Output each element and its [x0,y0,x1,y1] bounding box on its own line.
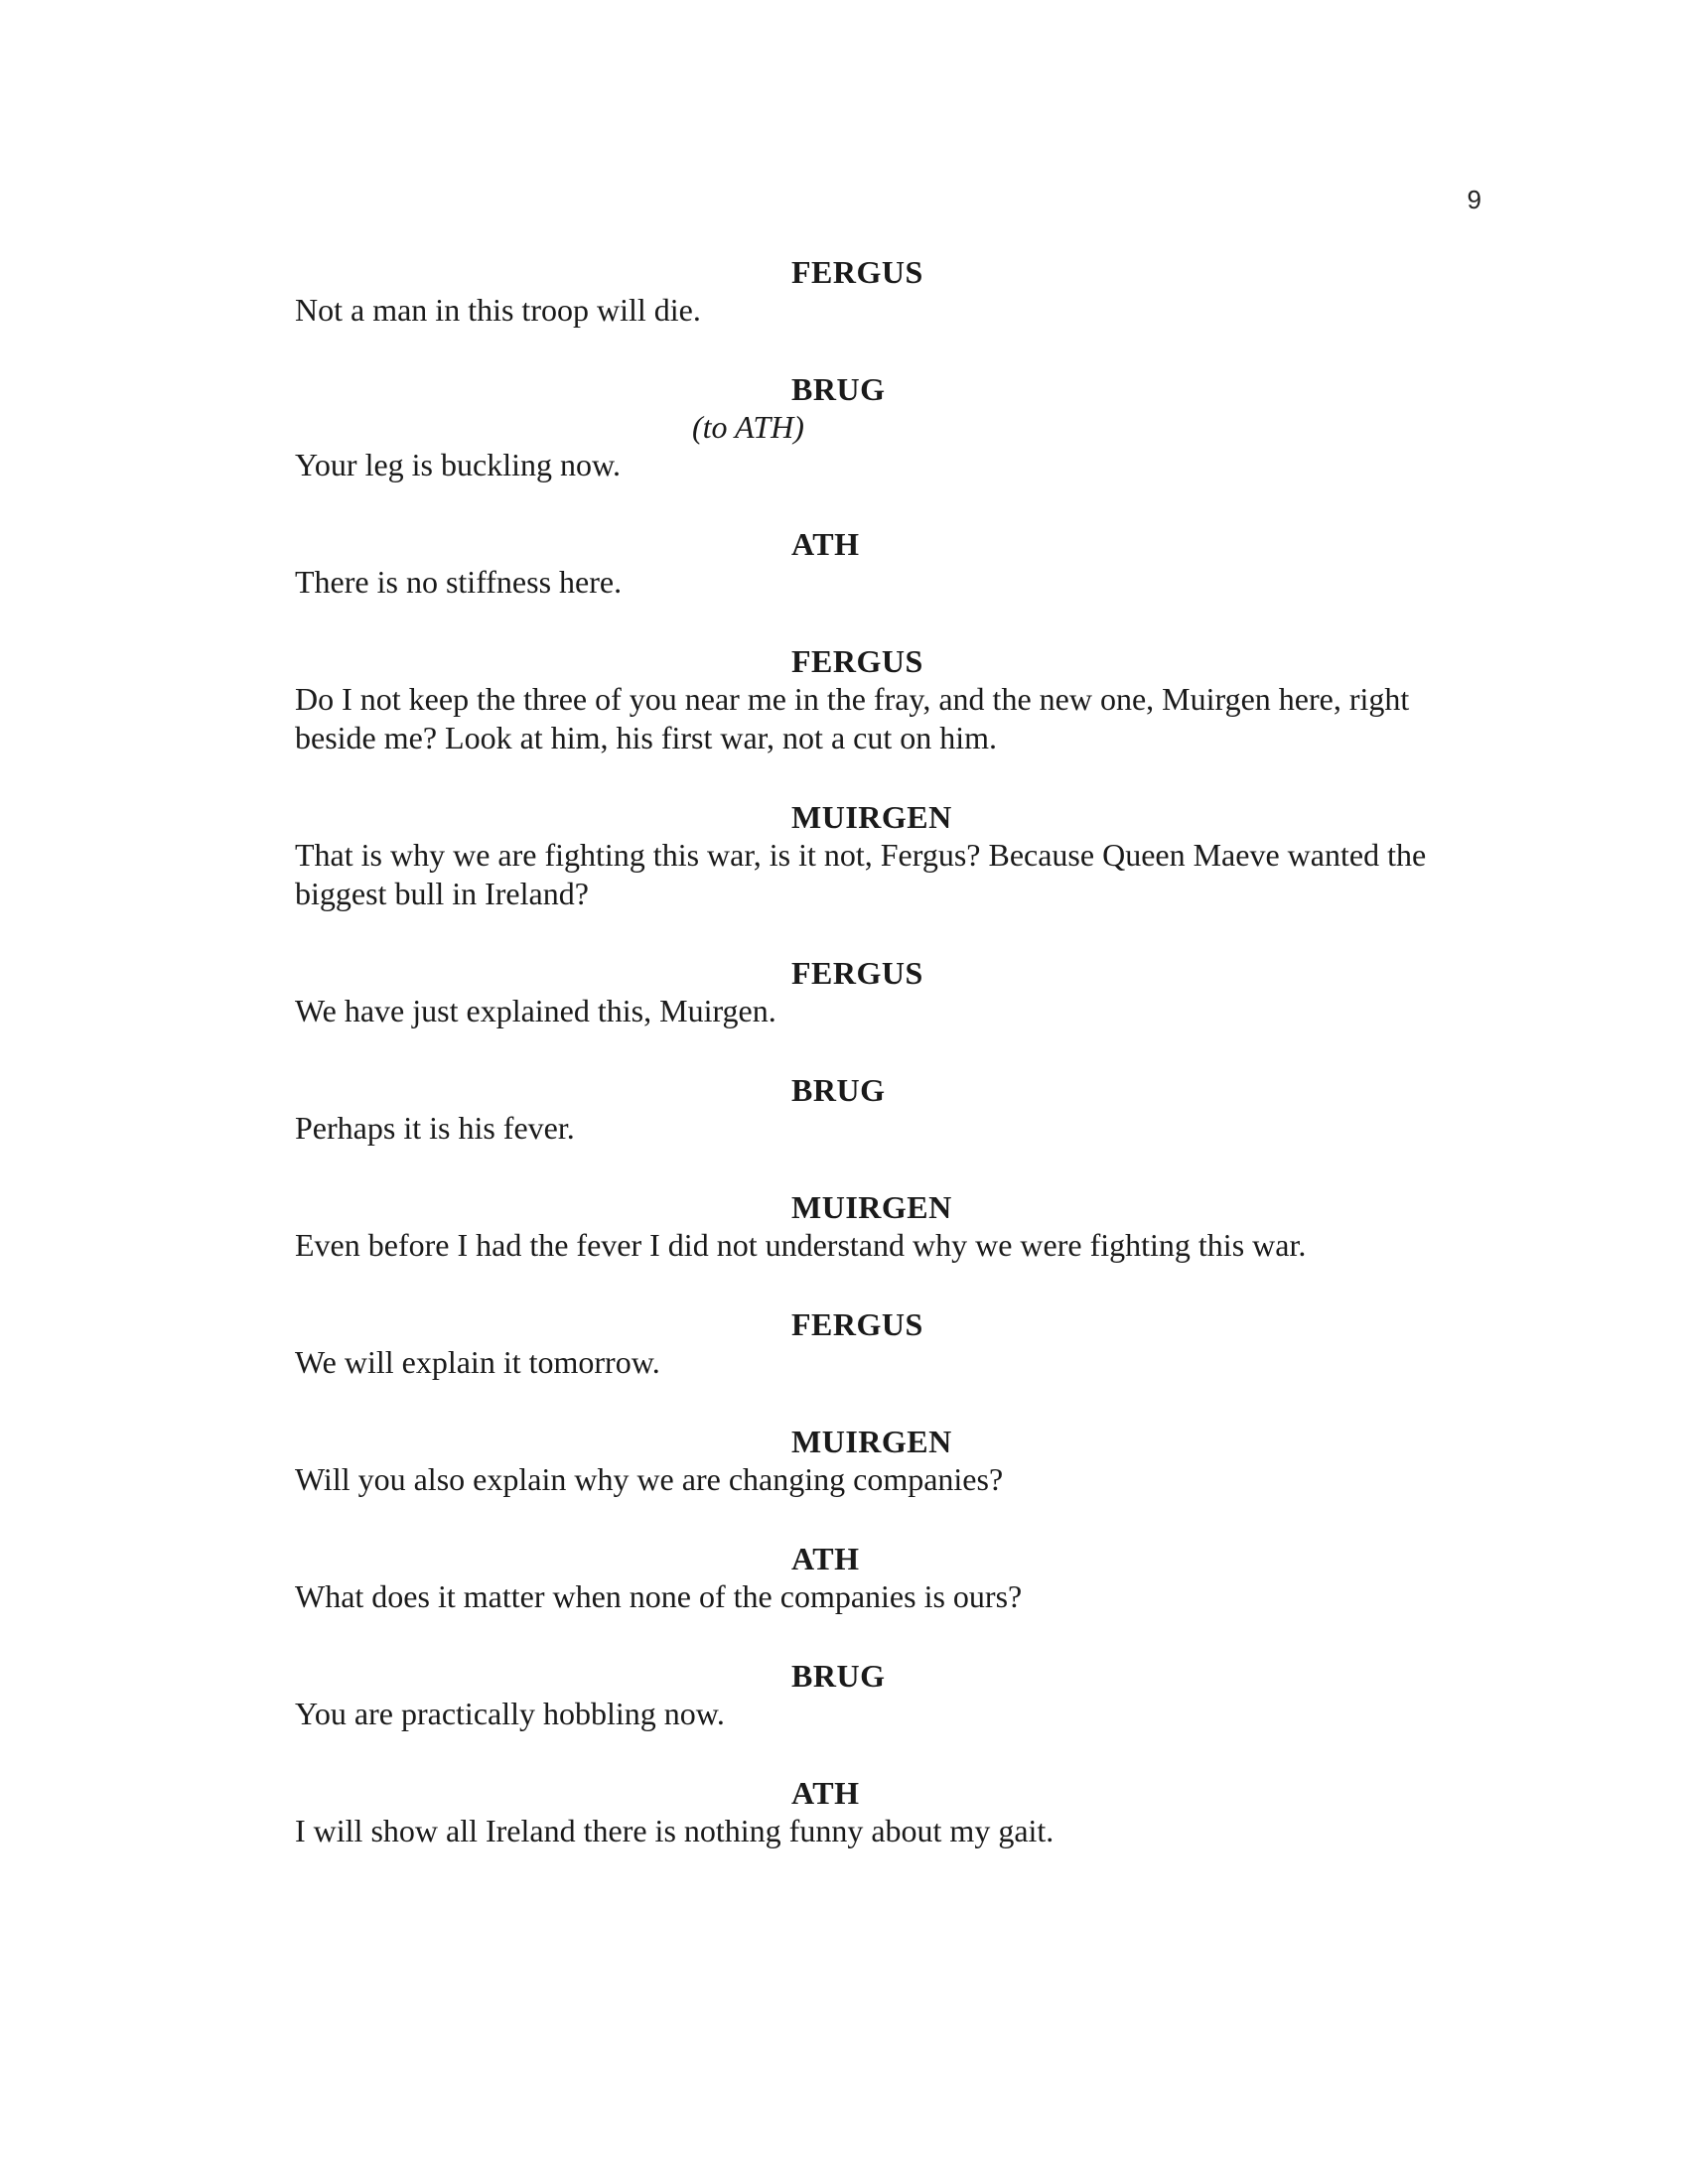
dialogue-line: Not a man in this troop will die. [295,292,701,328]
character-name: MUIRGEN [791,799,952,835]
dialogue-line: What does it matter when none of the companies is ours? [295,1578,1023,1614]
dialogue-line: There is no stiffness here. [295,564,623,600]
character-name: FERGUS [791,254,923,290]
dialogue-line: Even before I had the fever I did not understand why we were fighting this war. [295,1227,1307,1263]
script-body [295,253,1447,1891]
dialogue-block [295,1305,1447,1382]
character-name: BRUG [791,1072,886,1108]
dialogue-line: You are practically hobbling now. [295,1696,725,1731]
dialogue-line: Your leg is buckling now. [295,447,622,482]
character-name: ATH [791,526,860,562]
dialogue-block [295,1774,1447,1850]
character-name: FERGUS [791,955,923,991]
dialogue-line: We have just explained this, Muirgen. [295,993,776,1028]
dialogue-block [295,525,1447,602]
dialogue-line: That is why we are fighting this war, is it not, Fergus? Because Queen Maeve wanted the biggest bull in Ireland? [295,837,1427,911]
dialogue-line: I will show all Ireland there is nothing funny about my gait. [295,1813,1055,1848]
dialogue-block [295,1188,1447,1265]
dialogue-block [295,642,1447,757]
dialogue-block [295,370,1447,484]
dialogue-line: Will you also explain why we are changing companies? [295,1461,1004,1497]
dialogue-block [295,1071,1447,1148]
character-name: FERGUS [791,1306,923,1342]
character-name: BRUG [791,1658,886,1694]
dialogue-line: We will explain it tomorrow. [295,1344,660,1380]
dialogue-line: Do I not keep the three of you near me in the fray, and the new one, Muirgen here, right beside me? Look at him, his first war, not a cut on him. [295,681,1410,755]
dialogue-block [295,253,1447,330]
dialogue-block [295,1423,1447,1499]
character-name: ATH [791,1775,860,1811]
parenthetical: (to ATH) [692,409,804,445]
character-name: FERGUS [791,643,923,679]
dialogue-block [295,954,1447,1030]
dialogue-block [295,798,1447,913]
character-name: BRUG [791,371,886,407]
dialogue-block [295,1540,1447,1616]
dialogue-line: Perhaps it is his fever. [295,1110,575,1146]
character-name: MUIRGEN [791,1189,952,1225]
page-number: 9 [1467,185,1481,214]
character-name: MUIRGEN [791,1424,952,1459]
dialogue-block [295,1657,1447,1733]
character-name: ATH [791,1541,860,1576]
